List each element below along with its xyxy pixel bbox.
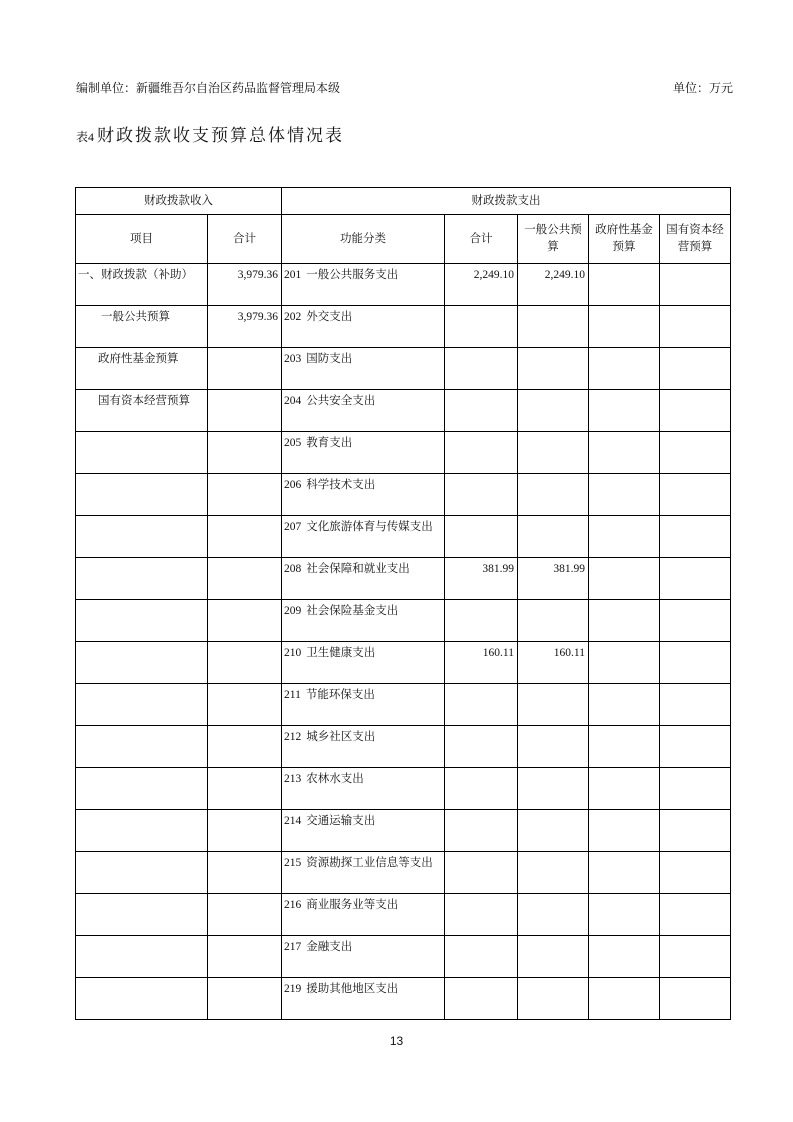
row-item-label [76, 894, 208, 936]
general-budget-value [518, 432, 589, 474]
expense-total-value: 2,249.10 [445, 264, 518, 306]
function-name: 农林水支出 [306, 773, 364, 785]
fund-budget-value [589, 978, 660, 1020]
general-budget-value [518, 390, 589, 432]
function-code: 214 [284, 815, 302, 827]
function-name: 国防支出 [306, 353, 353, 365]
fund-budget-value [589, 936, 660, 978]
function-category-cell [282, 558, 445, 600]
state-capital-budget-value [660, 684, 731, 726]
general-budget-value: 381.99 [518, 558, 589, 600]
function-code: 210 [284, 647, 302, 659]
row-item-label [76, 684, 208, 726]
fund-budget-value [589, 726, 660, 768]
function-code: 216 [284, 899, 302, 911]
fund-budget-value [589, 390, 660, 432]
row-item-label [76, 978, 208, 1020]
table-row [76, 390, 731, 432]
income-total-value [208, 684, 282, 726]
table-row [76, 600, 731, 642]
expense-total-value [445, 432, 518, 474]
function-name: 一般公共服务支出 [306, 269, 399, 281]
fund-budget-value [589, 516, 660, 558]
function-name: 商业服务业等支出 [306, 899, 399, 911]
function-name: 卫生健康支出 [306, 647, 376, 659]
table-row [76, 684, 731, 726]
row-item-label [76, 810, 208, 852]
function-category-cell [282, 936, 445, 978]
expense-total-value [445, 810, 518, 852]
function-name: 科学技术支出 [306, 479, 376, 491]
function-code: 204 [284, 395, 302, 407]
state-capital-budget-value [660, 264, 731, 306]
income-total-value [208, 978, 282, 1020]
function-category-cell [282, 348, 445, 390]
function-name: 援助其他地区支出 [306, 983, 399, 995]
fund-budget-value [589, 474, 660, 516]
state-capital-budget-value [660, 432, 731, 474]
income-total-column-header: 合计 [208, 215, 282, 264]
expense-total-value: 381.99 [445, 558, 518, 600]
state-capital-budget-value [660, 642, 731, 684]
row-item-label: 一、财政拨款（补助） [76, 264, 208, 306]
income-total-value [208, 432, 282, 474]
table-row [76, 852, 731, 894]
row-item-label [76, 600, 208, 642]
function-category-cell [282, 516, 445, 558]
function-category-cell [282, 600, 445, 642]
function-category-cell [282, 768, 445, 810]
row-item-label [76, 432, 208, 474]
fund-budget-value [589, 306, 660, 348]
function-category-cell [282, 894, 445, 936]
fund-budget-column-header: 政府性基金预算 [589, 215, 660, 264]
expense-total-value [445, 600, 518, 642]
income-total-value [208, 474, 282, 516]
income-total-value [208, 390, 282, 432]
income-total-value [208, 516, 282, 558]
fund-budget-value [589, 432, 660, 474]
function-name: 金融支出 [306, 941, 353, 953]
fund-budget-value [589, 684, 660, 726]
group-header-row [76, 188, 731, 215]
general-budget-value [518, 600, 589, 642]
income-total-value [208, 642, 282, 684]
function-name: 文化旅游体育与传媒支出 [306, 521, 433, 533]
table-row [76, 726, 731, 768]
expense-total-value [445, 516, 518, 558]
fund-budget-value [589, 348, 660, 390]
table-row [76, 642, 731, 684]
state-capital-budget-value [660, 306, 731, 348]
income-total-value [208, 768, 282, 810]
income-total-value [208, 894, 282, 936]
function-category-cell [282, 390, 445, 432]
row-item-label [76, 852, 208, 894]
function-category-cell [282, 726, 445, 768]
fund-budget-value [589, 894, 660, 936]
table-row [76, 810, 731, 852]
general-budget-column-header: 一般公共预算 [518, 215, 589, 264]
fund-budget-value [589, 264, 660, 306]
function-code: 206 [284, 479, 302, 491]
function-code: 212 [284, 731, 302, 743]
state-capital-budget-column-header: 国有资本经营预算 [660, 215, 731, 264]
general-budget-value: 2,249.10 [518, 264, 589, 306]
expense-total-value [445, 894, 518, 936]
function-category-cell [282, 684, 445, 726]
function-code: 203 [284, 353, 302, 365]
function-name: 教育支出 [306, 437, 353, 449]
expense-total-value [445, 306, 518, 348]
function-category-cell [282, 264, 445, 306]
function-code: 201 [284, 269, 302, 281]
expense-total-value [445, 348, 518, 390]
row-item-label [76, 768, 208, 810]
state-capital-budget-value [660, 936, 731, 978]
expense-total-value: 160.11 [445, 642, 518, 684]
state-capital-budget-value [660, 390, 731, 432]
function-code: 217 [284, 941, 302, 953]
income-total-value [208, 810, 282, 852]
state-capital-budget-value [660, 558, 731, 600]
table-row [76, 978, 731, 1020]
row-item-label [76, 642, 208, 684]
function-category-cell [282, 306, 445, 348]
income-total-value [208, 726, 282, 768]
general-budget-value [518, 348, 589, 390]
general-budget-value [518, 852, 589, 894]
income-total-value [208, 936, 282, 978]
function-category-cell [282, 810, 445, 852]
row-item-label [76, 726, 208, 768]
function-code: 215 [284, 857, 302, 869]
function-name: 公共安全支出 [306, 395, 376, 407]
state-capital-budget-value [660, 726, 731, 768]
row-item-label: 一般公共预算 [76, 306, 208, 348]
table-row [76, 432, 731, 474]
income-total-value [208, 600, 282, 642]
expense-total-value [445, 474, 518, 516]
general-budget-value [518, 894, 589, 936]
function-code: 213 [284, 773, 302, 785]
row-item-label [76, 558, 208, 600]
row-item-label [76, 936, 208, 978]
state-capital-budget-value [660, 348, 731, 390]
column-header-row [76, 215, 731, 264]
general-budget-value [518, 516, 589, 558]
function-name: 社会保障和就业支出 [306, 563, 410, 575]
state-capital-budget-value [660, 474, 731, 516]
page-number: 13 [389, 1034, 404, 1048]
function-code: 211 [284, 689, 301, 701]
table-row [76, 474, 731, 516]
fund-budget-value [589, 558, 660, 600]
income-total-value: 3,979.36 [208, 306, 282, 348]
function-code: 205 [284, 437, 302, 449]
function-name: 外交支出 [306, 311, 353, 323]
function-code: 207 [284, 521, 302, 533]
expense-total-value [445, 936, 518, 978]
general-budget-value [518, 306, 589, 348]
expense-total-value [445, 684, 518, 726]
function-category-cell [282, 432, 445, 474]
income-total-value [208, 558, 282, 600]
general-budget-value [518, 474, 589, 516]
state-capital-budget-value [660, 894, 731, 936]
expense-total-value [445, 390, 518, 432]
fund-budget-value [589, 810, 660, 852]
function-code: 219 [284, 983, 302, 995]
function-name: 节能环保支出 [305, 689, 375, 701]
table-title: 财政拨款收支预算总体情况表 [97, 126, 345, 145]
expense-total-value [445, 726, 518, 768]
table-row [76, 894, 731, 936]
state-capital-budget-value [660, 852, 731, 894]
table-body [76, 264, 731, 1020]
row-item-label [76, 516, 208, 558]
function-category-cell [282, 642, 445, 684]
state-capital-budget-value [660, 768, 731, 810]
table-row [76, 348, 731, 390]
general-budget-value [518, 684, 589, 726]
function-name: 城乡社区支出 [306, 731, 376, 743]
function-category-cell [282, 852, 445, 894]
function-name: 社会保险基金支出 [306, 605, 399, 617]
expense-total-value [445, 768, 518, 810]
table-row [76, 768, 731, 810]
general-budget-value [518, 978, 589, 1020]
state-capital-budget-value [660, 978, 731, 1020]
compiling-unit: 编制单位：新疆维吾尔自治区药品监督管理局本级 [76, 81, 341, 95]
table-row [76, 516, 731, 558]
general-budget-value: 160.11 [518, 642, 589, 684]
expense-total-value [445, 852, 518, 894]
state-capital-budget-value [660, 600, 731, 642]
budget-table [75, 187, 731, 1020]
function-column-header: 功能分类 [282, 215, 445, 264]
fund-budget-value [589, 600, 660, 642]
fund-budget-value [589, 852, 660, 894]
row-item-label [76, 474, 208, 516]
row-item-label: 国有资本经营预算 [76, 390, 208, 432]
function-name: 资源勘探工业信息等支出 [306, 857, 433, 869]
row-item-label: 政府性基金预算 [76, 348, 208, 390]
state-capital-budget-value [660, 810, 731, 852]
table-row [76, 558, 731, 600]
general-budget-value [518, 936, 589, 978]
unit-label: 单位：万元 [672, 81, 733, 95]
function-name: 交通运输支出 [306, 815, 376, 827]
general-budget-value [518, 810, 589, 852]
table-row [76, 264, 731, 306]
fund-budget-value [589, 768, 660, 810]
function-code: 202 [284, 311, 302, 323]
function-code: 209 [284, 605, 302, 617]
state-capital-budget-value [660, 516, 731, 558]
function-category-cell [282, 978, 445, 1020]
item-column-header: 项目 [76, 215, 208, 264]
function-category-cell [282, 474, 445, 516]
income-total-value [208, 348, 282, 390]
income-total-value [208, 852, 282, 894]
income-total-value: 3,979.36 [208, 264, 282, 306]
expense-total-value [445, 978, 518, 1020]
income-group-header: 财政拨款收入 [76, 188, 282, 215]
expense-group-header: 财政拨款支出 [282, 188, 731, 215]
fund-budget-value [589, 642, 660, 684]
general-budget-value [518, 768, 589, 810]
function-code: 208 [284, 563, 302, 575]
table-row [76, 936, 731, 978]
general-budget-value [518, 726, 589, 768]
page-title [76, 124, 344, 149]
table-number: 表4 [76, 130, 95, 144]
expense-total-column-header: 合计 [445, 215, 518, 264]
table-row [76, 306, 731, 348]
